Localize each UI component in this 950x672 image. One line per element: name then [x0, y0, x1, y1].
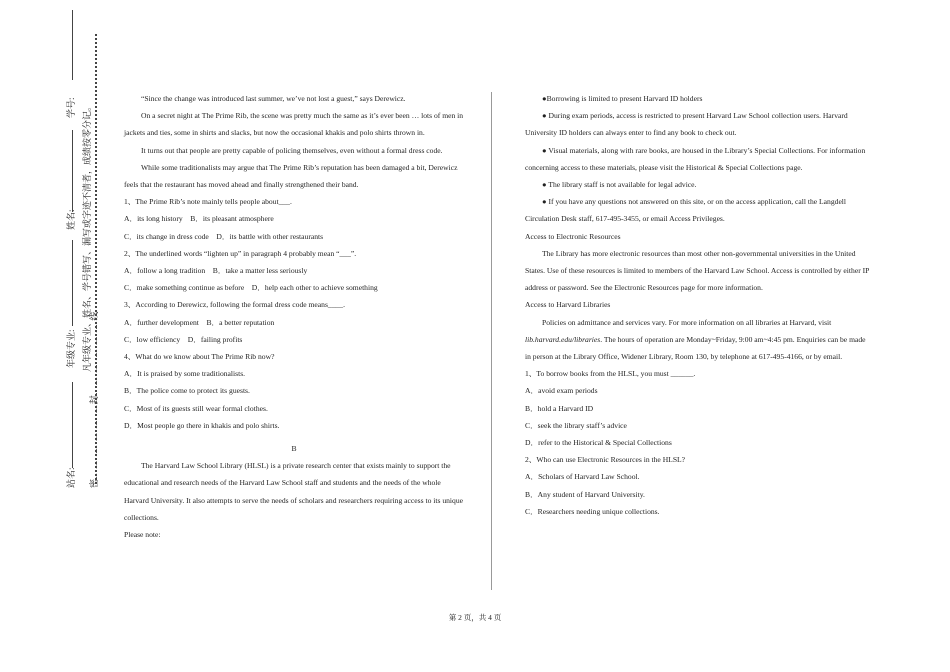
- question-2-option-b: B．Any student of Harvard University.: [525, 489, 645, 499]
- subheading-harvard-libraries: Access to Harvard Libraries: [525, 300, 611, 310]
- question-1-option-b: B．hold a Harvard ID: [525, 403, 594, 413]
- name-line: [72, 130, 73, 212]
- paragraph: The Library has more electronic resources than most other non-governmental universities in the United States. Use of these resources is limited to members of the Harvard Law School. Access is controlled by either IP address or password. See the Electronic Resources page for more information.: [525, 248, 870, 293]
- paragraph: [525, 314, 870, 366]
- question-2: 2、Who can use Electronic Resources in the HLSL?: [525, 455, 686, 465]
- question-1: 1、To borrow books from the HLSL, you must ______.: [525, 369, 696, 379]
- question-3-options-ab: A．further development B．a better reputation: [124, 317, 275, 327]
- paragraph: On a secret night at The Prime Rib, the scene was pretty much the same as it’s ever been … lots of men in jackets and ties, some in shirts and slacks, but now the occasional khakis and polo shirts thrown in.: [124, 111, 464, 138]
- grade-major-line: [72, 240, 73, 326]
- question-2-option-c: C．Researchers needing unique collections.: [525, 506, 660, 516]
- question-3-options-cd: C．low efficiency D．failing profits: [124, 334, 243, 344]
- question-2-options-ab: A．follow a long tradition B．take a matter less seriously: [124, 266, 308, 276]
- question-1: 1、The Prime Rib’s note mainly tells people about___.: [124, 197, 292, 207]
- question-4-option-b: B．The police come to protect its guests.: [124, 386, 250, 396]
- bullet-item: ●Borrowing is limited to present Harvard ID holders: [542, 94, 703, 103]
- paragraph: The Harvard Law School Library (HLSL) is a private research center that exists mainly to support the educational and research needs of the Harvard Law School staff and students and the needs of the whole Harvard University. It also attempts to serve the needs of scholars and researchers requiring access to its unique collections.: [124, 461, 464, 522]
- seal-line-label: 密……………………封……………………线: [89, 311, 99, 488]
- binding-margin: [0, 0, 110, 672]
- question-2-option-a: A．Scholars of Harvard Law School.: [525, 472, 640, 482]
- bullet-item: ● During exam periods, access is restricted to present Harvard Law School collection users. Harvard University ID holders can always enter to find any book to check out.: [525, 111, 848, 138]
- library-url: lib.harvard.edu/libraries: [525, 334, 601, 344]
- question-2: 2、The underlined words “lighten up” in paragraph 4 probably mean “___”.: [124, 248, 357, 258]
- question-4-option-d: D．Most people go there in khakis and polo shirts.: [124, 420, 280, 430]
- bullet-item: ● The library staff is not available for legal advice.: [542, 180, 697, 190]
- question-4: 4、What do we know about The Prime Rib now?: [124, 352, 275, 362]
- paragraph: It turns out that people are pretty capable of policing themselves, even without a formal dress code.: [141, 145, 443, 155]
- question-1-options-ab: A．its long history B．its pleasant atmosphere: [124, 214, 274, 224]
- school-line: [72, 382, 73, 468]
- school-label: 站名:: [66, 467, 76, 488]
- seal-dotted-line: [95, 34, 97, 484]
- paragraph-text: Policies on admittance and services vary. For more information on all libraries at Harvard, visit: [542, 317, 832, 327]
- question-1-option-a: A．avoid exam periods: [525, 386, 598, 396]
- question-4-option-c: C．Most of its guests still wear formal clothes.: [124, 403, 268, 413]
- bullet-item: ● If you have any questions not answered on this site, or on the access application, call the Langdell Circulation Desk staff, 617-495-3455, or email Access Privileges.: [525, 197, 847, 224]
- column-divider: [491, 92, 492, 590]
- paragraph-text: . The hours of operation are Monday~Friday, 9:00 am~4:45 pm. Enquiries can be made in person at the Library Office, Widener Library, Room 130, by telephone at 617-495-4166, or by email.: [525, 334, 866, 362]
- student-id-label: 学号:: [66, 97, 76, 118]
- subheading-electronic-resources: Access to Electronic Resources: [525, 231, 621, 241]
- paragraph: “Since the change was introduced last summer, we’ve not lost a guest,” says Derewicz.: [141, 94, 406, 103]
- binding-warning: 凡年级专业、姓名、学号错写、漏写或字迹不清者，成绩按零分记。: [82, 101, 92, 372]
- question-1-option-c: C．seek the library staff’s advice: [525, 420, 627, 430]
- question-1-option-d: D．refer to the Historical & Special Collections: [525, 438, 672, 448]
- page-number: 第 2 页，共 4 页: [448, 613, 502, 622]
- grade-major-label: 年级专业:: [66, 329, 76, 368]
- question-3: 3、According to Derewicz, following the formal dress code means____.: [124, 300, 345, 310]
- paragraph: While some traditionalists may argue that The Prime Rib’s reputation has been damaged a bit, Derewicz feels that the restaurant has moved ahead and finally strengthened their band.: [124, 162, 458, 190]
- right-column: [525, 90, 870, 520]
- section-b-heading: B: [291, 444, 297, 454]
- name-label: 姓名:: [66, 209, 76, 230]
- note-label: Please note:: [124, 530, 161, 540]
- question-2-options-cd: C．make something continue as before D．help each other to achieve something: [124, 283, 378, 293]
- bullet-item: ● Visual materials, along with rare books, are housed in the Library’s Special Collections. For information concerning access to these materials, please visit the Historical & Special Collections page.: [525, 145, 866, 172]
- left-column: [124, 90, 464, 543]
- student-id-line: [72, 10, 73, 80]
- question-1-options-cd: C．its change in dress code D．its battle with other restaurants: [124, 231, 324, 241]
- question-4-option-a: A．It is praised by some traditionalists.: [124, 369, 246, 379]
